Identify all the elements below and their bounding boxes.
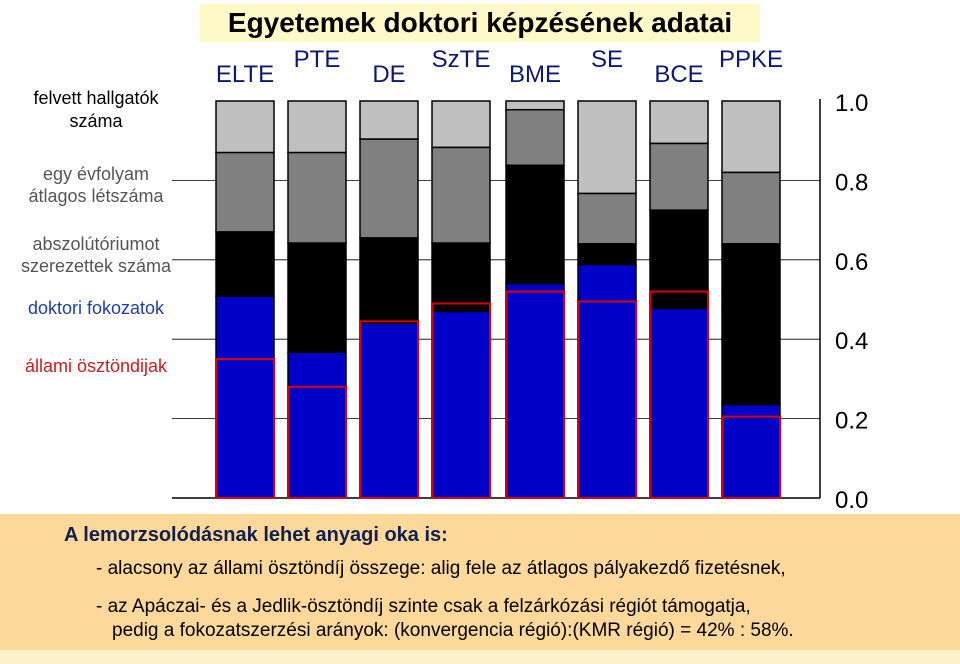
bar-segment-atlagos-bce — [650, 143, 708, 210]
bar-segment-felvett-pte — [288, 101, 346, 153]
bar-segment-felvett-de — [360, 101, 418, 139]
bar-segment-atlagos-bme — [506, 110, 564, 166]
bar-segment-felvett-se — [578, 101, 636, 194]
callout-line-1: - alacsony az állami ösztöndíj összege: alig fele az átlagos pályakezdő fizetésnek, — [96, 558, 786, 579]
legend-label: száma — [69, 111, 123, 131]
callout-line-2: - az Apáczai- és a Jedlik-ösztöndíj szinte csak a felzárkózási régiót támogatja, — [96, 596, 751, 617]
bar-segment-abszolutorium-de — [360, 238, 418, 323]
bar-segment-doktori-ppke — [722, 405, 780, 498]
category-label: PPKE — [718, 46, 784, 73]
bar-segment-abszolutorium-szte — [432, 243, 490, 311]
callout-bottom-strip — [0, 650, 960, 664]
bar-segment-atlagos-szte — [432, 147, 490, 243]
category-label: ELTE — [215, 61, 275, 88]
bar-segment-abszolutorium-bme — [506, 165, 564, 283]
legend-label: doktori fokozatok — [27, 298, 165, 318]
bar-segment-doktori-se — [578, 265, 636, 498]
callout-line-3: pedig a fokozatszerzési arányok: (konvergencia régió):(KMR régió) = 42% : 58%. — [112, 620, 794, 641]
bar-segment-doktori-bce — [650, 309, 708, 498]
page-title: Egyetemek doktori képzésének adatai — [200, 4, 760, 42]
bar-segment-atlagos-ppke — [722, 172, 780, 243]
bar-segment-doktori-szte — [432, 311, 490, 498]
category-label: PTE — [293, 46, 341, 73]
bar-segment-atlagos-de — [360, 139, 418, 238]
legend-label: átlagos létszáma — [28, 186, 164, 206]
y-tick-label: 0.6 — [835, 248, 869, 276]
category-label: SE — [590, 46, 624, 73]
y-tick-label: 0.8 — [835, 169, 869, 197]
bar-segment-felvett-ppke — [722, 101, 780, 172]
bar-segment-abszolutorium-ppke — [722, 244, 780, 405]
category-label: BCE — [654, 61, 704, 88]
bar-segment-doktori-pte — [288, 352, 346, 498]
category-label: BME — [508, 61, 562, 88]
legend-label: felvett hallgatók — [33, 88, 159, 108]
legend-label: állami ösztöndijak — [24, 356, 168, 376]
y-tick-label: 0.0 — [835, 487, 869, 514]
callout-heading: A lemorzsolódásnak lehet anyagi oka is: — [64, 524, 448, 546]
callout-box — [0, 514, 960, 664]
bar-segment-doktori-elte — [216, 296, 274, 498]
bar-segment-atlagos-se — [578, 194, 636, 244]
legend-label: abszolútóriumot — [32, 234, 160, 254]
y-tick-label: 0.4 — [835, 328, 869, 356]
bar-segment-felvett-elte — [216, 101, 274, 153]
bar-segment-abszolutorium-elte — [216, 232, 274, 296]
bar-segment-atlagos-elte — [216, 153, 274, 232]
bar-segment-felvett-bme — [506, 101, 564, 110]
bar-segment-felvett-bce — [650, 101, 708, 143]
bar-segment-doktori-bme — [506, 284, 564, 498]
bar-segment-abszolutorium-pte — [288, 243, 346, 352]
category-label: DE — [372, 61, 406, 88]
y-tick-label: 1.0 — [835, 90, 869, 117]
category-label: SzTE — [431, 46, 491, 73]
legend-label: szerezettek száma — [20, 256, 172, 276]
bar-segment-felvett-szte — [432, 101, 490, 147]
bar-segment-atlagos-pte — [288, 153, 346, 244]
bar-segment-abszolutorium-se — [578, 244, 636, 265]
legend-label: egy évfolyam — [42, 164, 150, 184]
y-tick-label: 0.2 — [835, 407, 869, 435]
bar-segment-abszolutorium-bce — [650, 210, 708, 308]
bar-segment-doktori-de — [360, 323, 418, 498]
